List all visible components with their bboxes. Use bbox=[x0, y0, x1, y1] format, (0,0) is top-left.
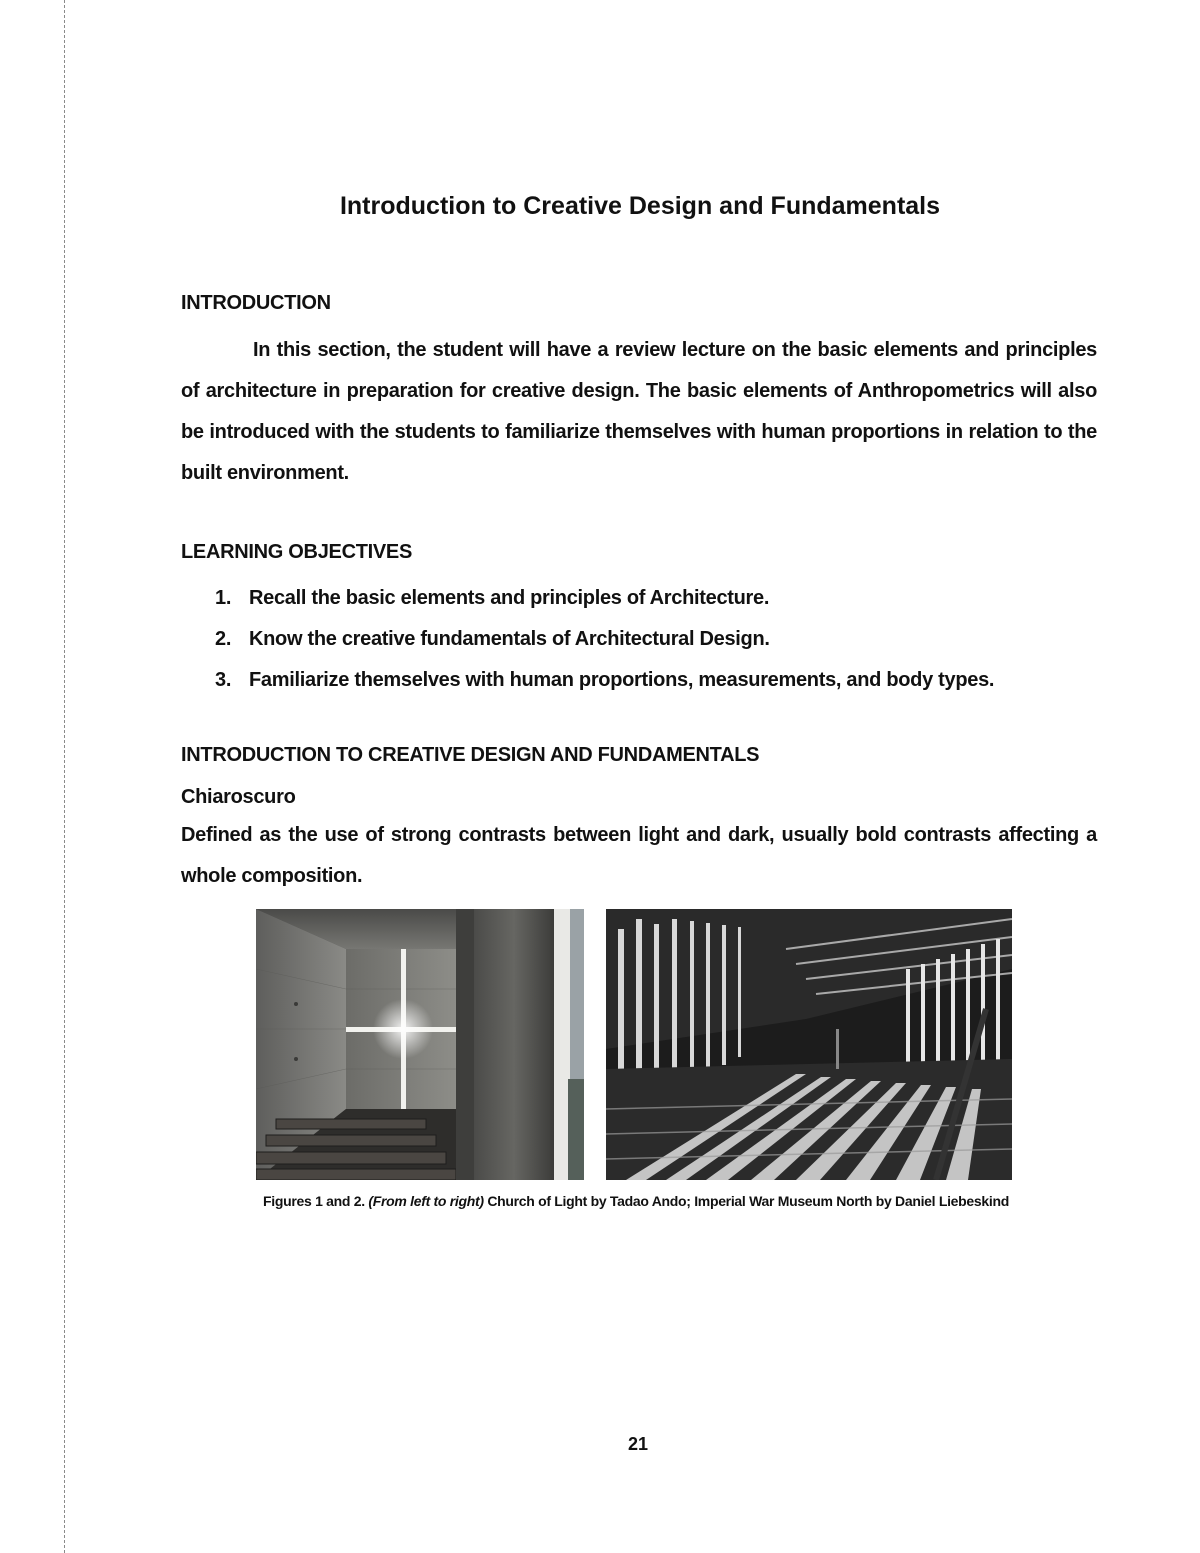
church-of-light-image bbox=[256, 909, 584, 1180]
introduction-paragraph-text: In this section, the student will have a review lecture on the basic elements and principles of architecture in preparation for creative design. The basic elements of Anthropometrics will also be introduced with the students to familiarize themselves with human proportions in relation to the built environment. bbox=[181, 339, 1097, 484]
objective-item: 3. Familiarize themselves with human proportions, measurements, and body types. bbox=[215, 669, 995, 691]
chiaroscuro-definition: Defined as the use of strong contrasts between light and dark, usually bold contrasts affecting a whole composition. bbox=[181, 824, 1097, 887]
figure-church-of-light bbox=[256, 909, 584, 1180]
page-margin-line bbox=[64, 0, 65, 1553]
figure-caption bbox=[0, 1193, 1200, 1209]
introduction-heading: INTRODUCTION bbox=[181, 292, 331, 314]
learning-objectives-list bbox=[181, 578, 994, 701]
imperial-war-museum-north-image bbox=[606, 909, 1012, 1180]
introduction-paragraph bbox=[181, 330, 1097, 494]
page-number: 21 bbox=[627, 1434, 649, 1454]
document-title: Introduction to Creative Design and Fundamentals bbox=[339, 192, 941, 220]
figure-caption-label: Figures 1 and 2. bbox=[263, 1193, 365, 1209]
objective-item: 1. Recall the basic elements and principles of Architecture. bbox=[215, 587, 770, 609]
objective-item: 2. Know the creative fundamentals of Architectural Design. bbox=[215, 628, 770, 650]
learning-objectives-heading: LEARNING OBJECTIVES bbox=[181, 541, 412, 563]
figure-caption-direction: (From left to right) bbox=[368, 1193, 484, 1209]
creative-design-heading: INTRODUCTION TO CREATIVE DESIGN AND FUNDAMENTALS bbox=[181, 744, 760, 766]
chiaroscuro-subheading: Chiaroscuro bbox=[181, 786, 296, 808]
figure-imperial-war-museum-north bbox=[606, 909, 1012, 1180]
figure-caption-text: Church of Light by Tadao Ando; Imperial War Museum North by Daniel Liebeskind bbox=[487, 1193, 1009, 1209]
